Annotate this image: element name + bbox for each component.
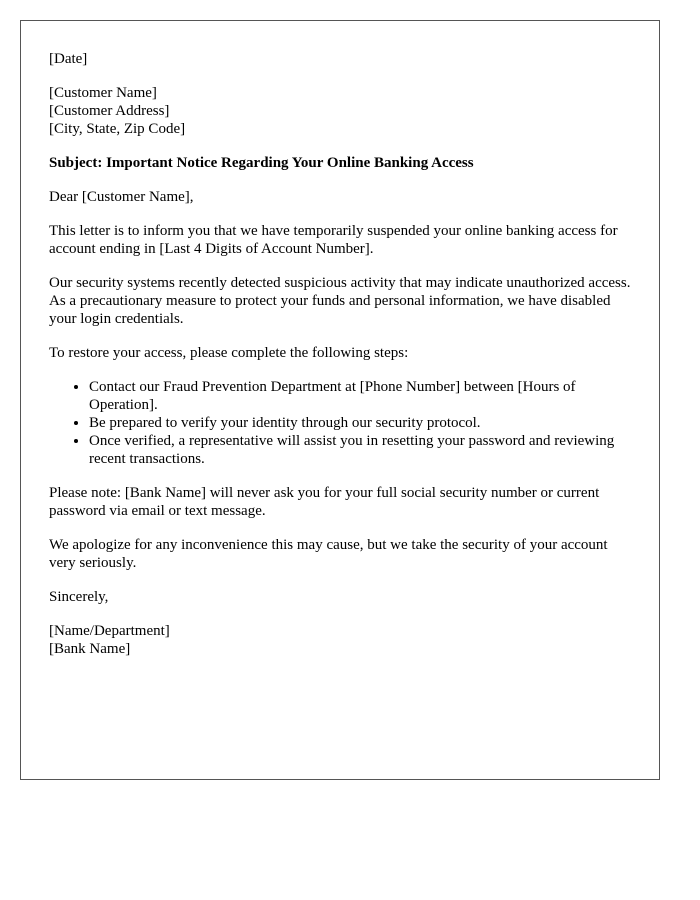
- restore-steps-list: [49, 378, 631, 468]
- salutation: Dear [Customer Name],: [49, 189, 194, 205]
- signature-name-department: [Name/Department]: [49, 623, 170, 639]
- list-item: • Be prepared to verify your identity through our security protocol.: [89, 414, 631, 432]
- recipient-address-block: [49, 84, 631, 138]
- recipient-address: [Customer Address]: [49, 103, 170, 119]
- list-item: • Once verified, a representative will assist you in resetting your password and reviewing recent transactions.: [89, 432, 631, 468]
- closing: Sincerely,: [49, 589, 109, 605]
- paragraph-suspension-notice: This letter is to inform you that we have temporarily suspended your online banking access for account ending in [Last 4 Digits of Account Number].: [49, 223, 618, 257]
- letter-document: [20, 20, 660, 780]
- recipient-city-state-zip: [City, State, Zip Code]: [49, 121, 186, 137]
- recipient-name: [Customer Name]: [49, 85, 157, 101]
- paragraph-apology: We apologize for any inconvenience this may cause, but we take the security of your account very seriously.: [49, 537, 608, 571]
- paragraph-note: Please note: [Bank Name] will never ask you for your full social security number or current password via email or text message.: [49, 485, 600, 519]
- signature-bank-name: [Bank Name]: [49, 641, 131, 657]
- paragraph-security-detection: Our security systems recently detected suspicious activity that may indicate unauthorized access. As a precautionary measure to protect your funds and personal information, we have disabled your login credentials.: [49, 275, 631, 327]
- signature-block: [49, 622, 631, 658]
- letter-date: [Date]: [49, 51, 88, 67]
- list-item: • Contact our Fraud Prevention Department at [Phone Number] between [Hours of Operation].: [89, 378, 631, 414]
- letter-subject: Subject: Important Notice Regarding Your Online Banking Access: [49, 155, 474, 171]
- paragraph-restore-intro: To restore your access, please complete the following steps:: [49, 345, 409, 361]
